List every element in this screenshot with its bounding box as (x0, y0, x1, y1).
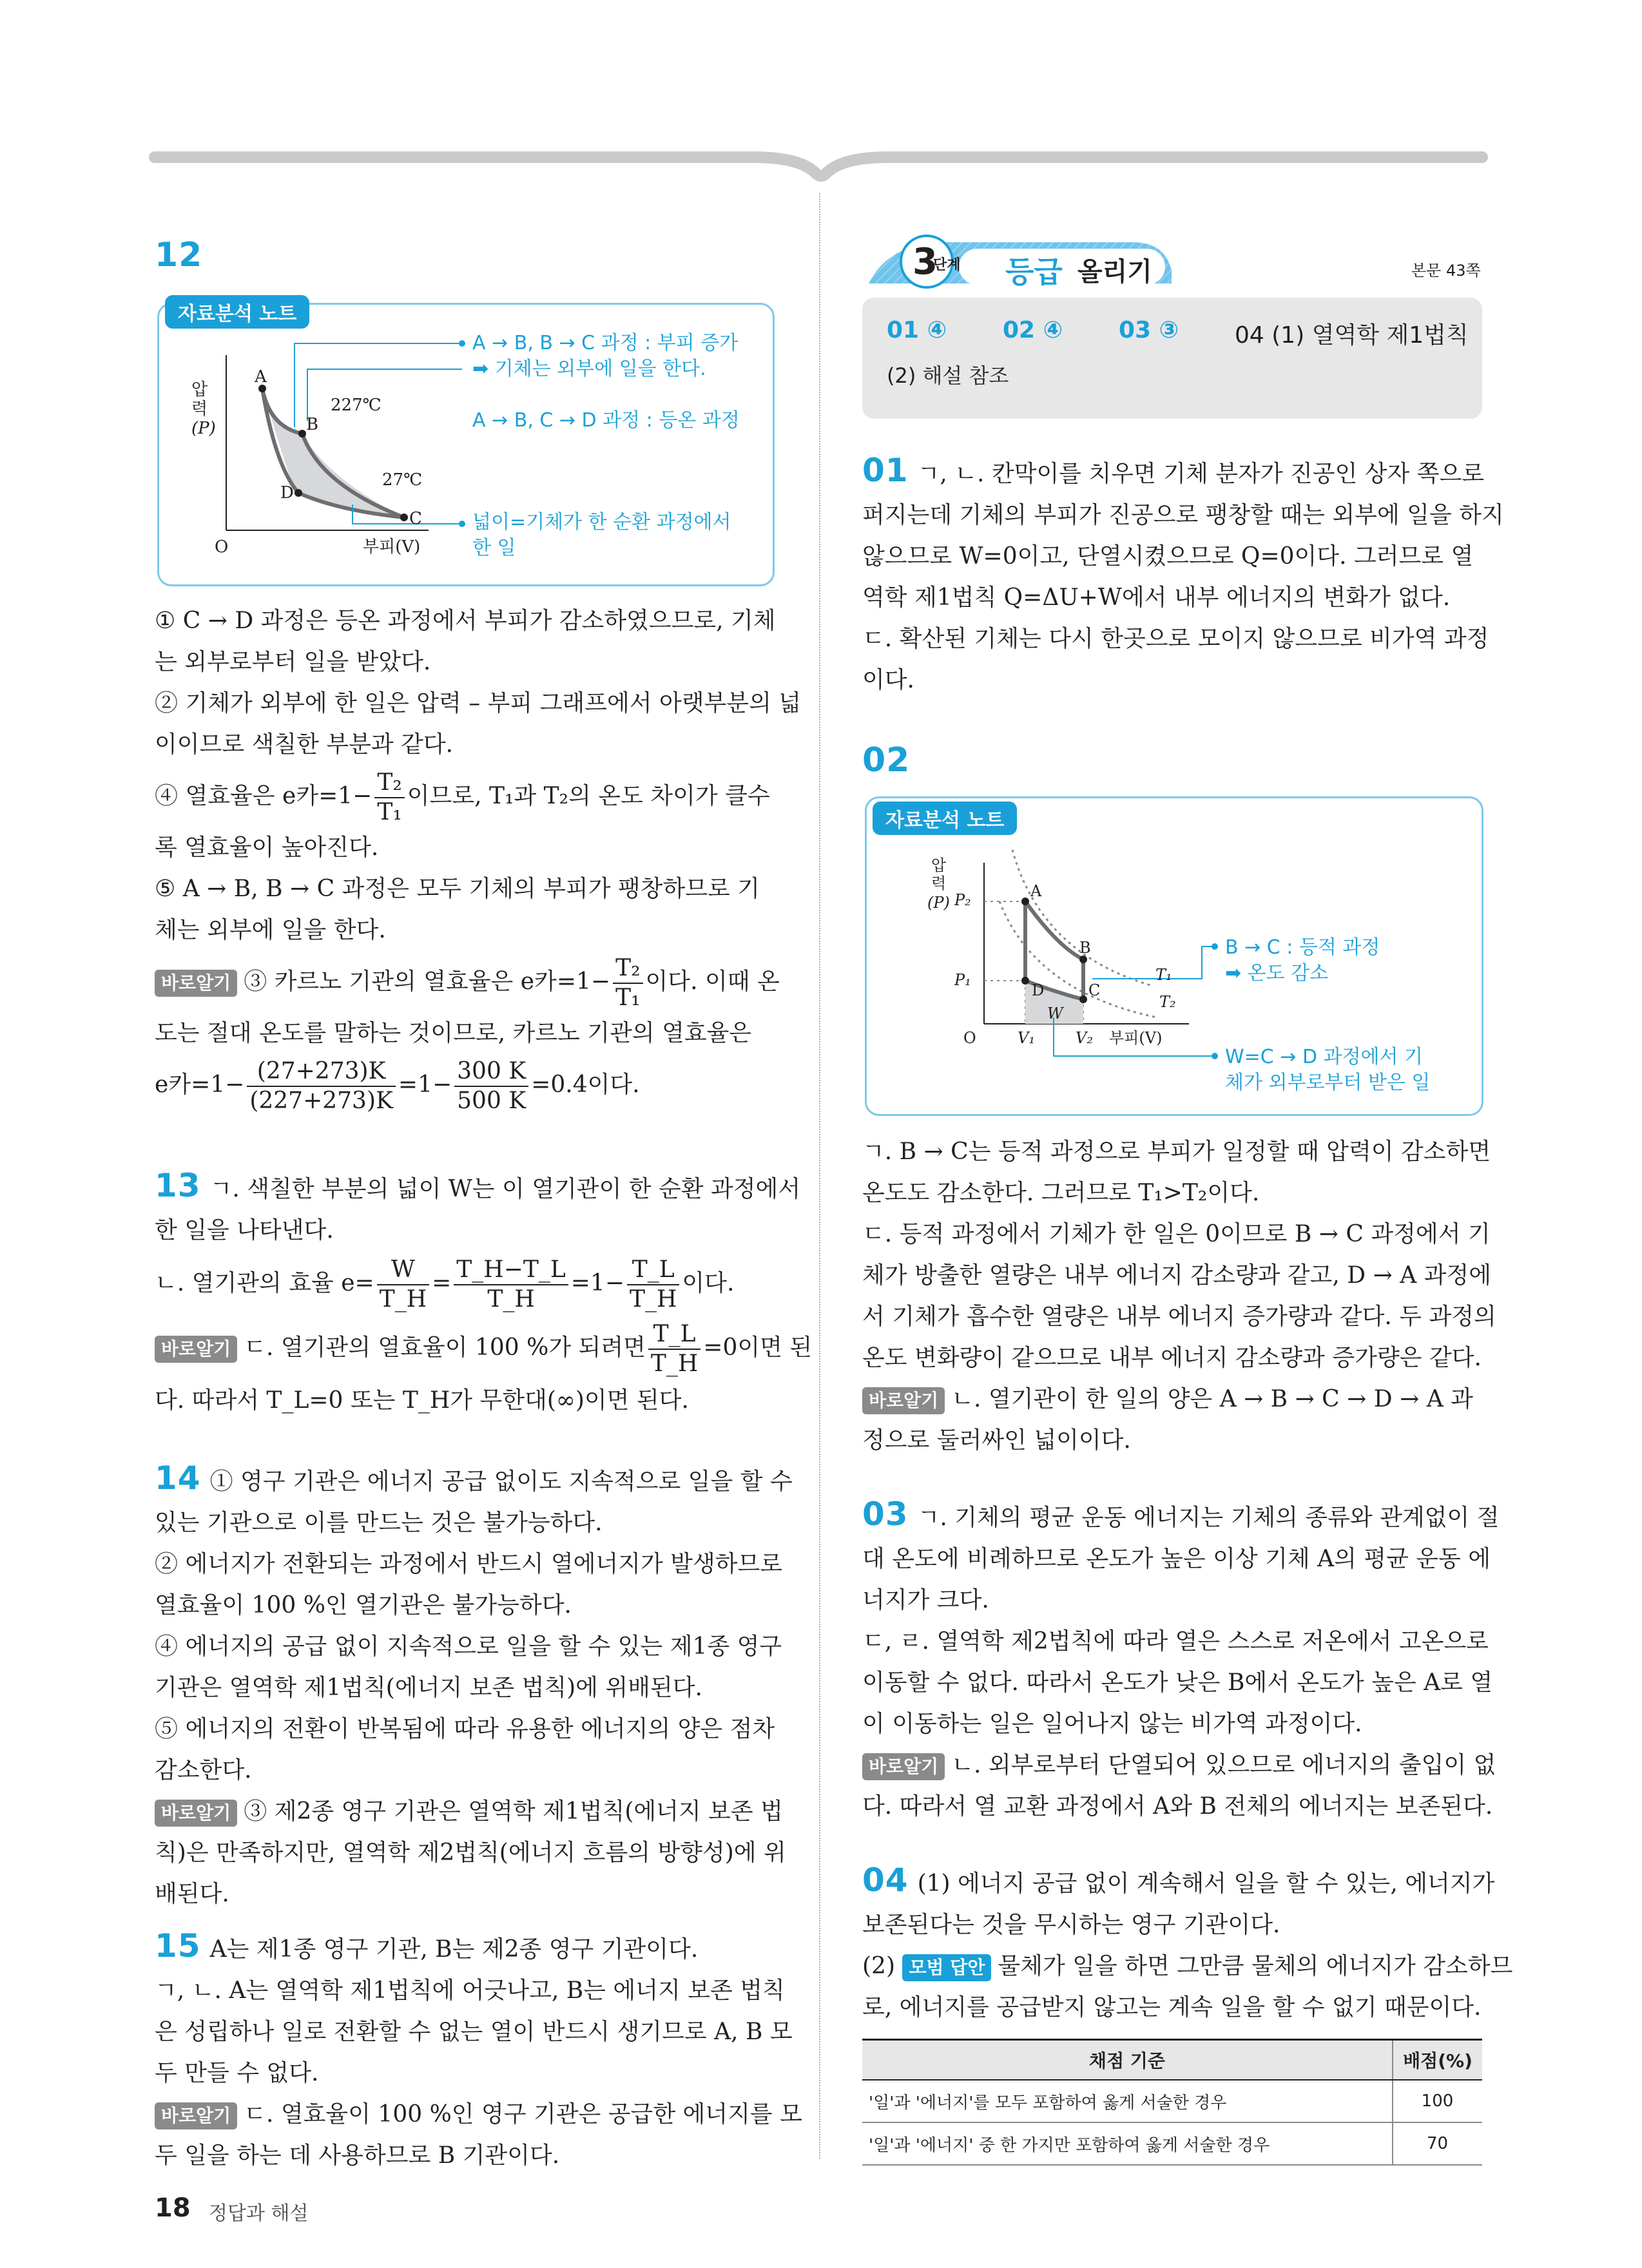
carnot-calc-line: e카=1− $\frac{(27+273)K}{(227+273)K}$ =1− $\frac{300 K}{500 K}$ =0.4이다. (155, 1058, 640, 1114)
text-line: ⑤ 에너지의 전환이 반복됨에 따라 유용한 에너지의 양은 점차 (155, 1716, 775, 1742)
svg-text:(P): (P) (191, 419, 216, 438)
table-cell: 70 (1393, 2122, 1482, 2165)
q03-correction-line: 바로알기 ㄴ. 외부로부터 단열되어 있으므로 에너지의 출입이 없 (862, 1745, 1482, 1786)
text-line: ㄷ. 등적 과정에서 기체가 한 일은 0이므로 B → C 과정에서 기 (862, 1221, 1491, 1247)
svg-text:D: D (1032, 981, 1045, 999)
svg-text:227℃: 227℃ (331, 396, 382, 415)
correction-badge: 바로알기 (155, 970, 237, 997)
answer-12-body (155, 601, 802, 1116)
answer-02-body (862, 1131, 1496, 1461)
annotation-temp-down: ➡ 온도 감소 (1225, 962, 1329, 985)
correction-badge: 바로알기 (155, 1800, 237, 1827)
answer-13-body (155, 1165, 813, 1421)
svg-text:T₁: T₁ (1155, 966, 1172, 984)
table-header-score: 배점(%) (1393, 2040, 1482, 2081)
column-divider (819, 193, 820, 2158)
efficiency-100-line: 바로알기 ㄷ. 열기관의 열효율이 100 %가 되려면 $\frac{T\_L}{T\_H}$ =0이면 된 (155, 1316, 773, 1380)
text-line: 대 온도에 비례하므로 온도가 높은 이상 기체 A의 평균 운동 에 (862, 1546, 1491, 1572)
grading-table (862, 2039, 1482, 2166)
text-line: ④ 에너지의 공급 없이 지속적으로 일을 할 수 있는 제1종 영구 (155, 1633, 782, 1660)
text-line: 는 외부로부터 일을 받았다. (155, 649, 431, 675)
model-answer-badge: 모범 답안 (902, 1954, 991, 1981)
correction-badge: 바로알기 (862, 1387, 945, 1414)
answer-02: 02 ④ (1003, 317, 1063, 343)
svg-text:A: A (1030, 882, 1042, 900)
annotation-isochoric: B → C : 등적 과정 (1225, 936, 1380, 959)
annotation-ab-bc: A → B, B → C 과정 : 부피 증가 (472, 332, 739, 354)
svg-text:C: C (409, 509, 422, 528)
svg-text:P₂: P₂ (954, 891, 971, 909)
text-line: 로, 에너지를 공급받지 않고는 계속 일을 할 수 없기 때문이다. (862, 1994, 1482, 2021)
engine-efficiency-line: ㄴ. 열기관의 효율 e= $\frac{W}{T\_H}$ = $\frac{T\_H-T\_L}{T\_H}$ =1− $\frac{T\_L}{T\_H}$ 이다. (155, 1256, 735, 1312)
correction-badge: 바로알기 (862, 1753, 945, 1780)
text-line: ㄱ, ㄴ. A는 열역학 제1법칙에 어긋나고, B는 에너지 보존 법칙 (155, 1977, 785, 2004)
text-line: 배된다. (155, 1881, 229, 1907)
text-line: 보존된다는 것을 무시하는 영구 기관이다. (862, 1912, 1280, 1938)
answer-15-body (155, 1925, 802, 2177)
text-line: 있는 기관으로 이를 만드는 것은 불가능하다. (155, 1510, 603, 1536)
text-line: 두 일을 하는 데 사용하므로 B 기관이다. (155, 2142, 560, 2169)
text-line: 록 열효율이 높아진다. (155, 834, 379, 861)
svg-text:A: A (255, 367, 267, 387)
svg-text:O: O (963, 1029, 976, 1047)
svg-text:압: 압 (191, 380, 208, 399)
text-line: ① C → D 과정은 등온 과정에서 부피가 감소하였으므로, 기체 (155, 608, 776, 634)
data-analysis-note-02 (865, 796, 1483, 1116)
annotation-w-2: 체가 외부로부터 받은 일 (1225, 1072, 1431, 1094)
text-line: 온도도 감소한다. 그러므로 T₁>T₂이다. (862, 1180, 1260, 1206)
svg-text:V₁: V₁ (1018, 1029, 1035, 1047)
question-02-number: 02 (862, 741, 911, 780)
correction-badge: 바로알기 (155, 2102, 237, 2129)
text-line: ㄷ, ㄹ. 열역학 제2법칙에 따라 열은 스스로 저온에서 고온으로 (862, 1628, 1489, 1655)
svg-text:C: C (1088, 981, 1101, 999)
note-tag-12: 자료분석 노트 (165, 295, 309, 329)
top-decorative-bar (0, 0, 1642, 193)
footer-label: 정답과 해설 (209, 2202, 309, 2225)
svg-text:B: B (1079, 939, 1091, 957)
annotation-w: W=C → D 과정에서 기 (1225, 1046, 1424, 1068)
text-line: ㄷ. 확산된 기체는 다시 한곳으로 모이지 않으므로 비가역 과정 (862, 626, 1489, 652)
svg-text:V₂: V₂ (1076, 1029, 1093, 1047)
text-line: 칙)은 만족하지만, 열역학 제2법칙(에너지 흐름의 방향성)에 위 (155, 1840, 786, 1866)
table-header-row (862, 2040, 1482, 2081)
header-title-bold: 등급 (1005, 255, 1063, 289)
page-reference: 본문 43쪽 (1411, 262, 1481, 280)
svg-text:력: 력 (191, 399, 208, 419)
answer-summary-box (862, 298, 1482, 419)
text-line: 않으므로 W=0이고, 단열시켰으므로 Q=0이다. 그러므로 열 (862, 543, 1474, 570)
text-line: 감소한다. (155, 1757, 252, 1783)
svg-text:27℃: 27℃ (382, 470, 423, 490)
answer-04: 04 (1) 열역학 제1법칙 (1235, 322, 1469, 349)
text-line: ② 기체가 외부에 한 일은 압력 – 부피 그래프에서 아랫부분의 넓 (155, 690, 802, 716)
table-cell: '일'과 '에너지' 중 한 가지만 포함하여 옳게 서술한 경우 (862, 2122, 1393, 2165)
text-line: 이 이동하는 일은 일어나지 않는 비가역 과정이다. (862, 1711, 1362, 1737)
table-row (862, 2080, 1482, 2122)
text-line: 퍼지는데 기체의 부피가 진공으로 팽창할 때는 외부에 일을 하지 (862, 502, 1504, 528)
q13-line-1: 13 ㄱ. 색칠한 부분의 넓이 W는 이 열기관이 한 순환 과정에서 (155, 1167, 801, 1204)
page-number: 18 (155, 2193, 191, 2223)
text-line: 기관은 열역학 제1법칙(에너지 보존 법칙)에 위배된다. (155, 1675, 702, 1701)
svg-text:T₂: T₂ (1159, 993, 1176, 1011)
svg-text:력: 력 (931, 874, 947, 892)
text-line: 다. 따라서 열 교환 과정에서 A와 B 전체의 에너지는 보존된다. (862, 1793, 1493, 1820)
data-analysis-note-12 (157, 303, 775, 586)
text-line: 서 기체가 흡수한 열량은 내부 에너지 증가량과 같다. 두 과정의 (862, 1303, 1496, 1330)
text-line: 이동할 수 없다. 따라서 온도가 낮은 B에서 온도가 높은 A로 열 (862, 1669, 1493, 1696)
step-header (862, 232, 1481, 296)
answer-03: 03 ③ (1119, 317, 1179, 343)
svg-text:(P): (P) (927, 894, 950, 912)
q15-correction-line: 바로알기 ㄷ. 열효율이 100 %인 영구 기관은 공급한 에너지를 모 (155, 2094, 773, 2135)
text-line: ⑤ A → B, B → C 과정은 모두 기체의 부피가 팽창하므로 기 (155, 876, 760, 902)
text-line: 너지가 크다. (862, 1587, 989, 1613)
correction-badge: 바로알기 (155, 1336, 237, 1363)
q04-line-1: 04 (1) 에너지 공급 없이 계속해서 일을 할 수 있는, 에너지가 (862, 1861, 1495, 1899)
annotation-area: 넓이=기체가 한 순환 과정에서 (472, 511, 731, 533)
annotation-isothermal: A → B, C → D 과정 : 등온 과정 (472, 409, 740, 432)
q02-correction-line: 바로알기 ㄴ. 열기관이 한 일의 양은 A → B → C → D → A 과 (862, 1379, 1482, 1420)
text-line: ㄱ. B → C는 등적 과정으로 부피가 일정할 때 압력이 감소하면 (862, 1139, 1491, 1165)
text-line: 두 만들 수 없다. (155, 2060, 319, 2086)
text-line: 이다. (862, 667, 914, 693)
answer-04-2: (2) 해설 참조 (887, 363, 1009, 388)
text-line: 은 성립하나 일로 전환할 수 없는 열이 반드시 생기므로 A, B 모 (155, 2019, 793, 2045)
text-line: 역학 제1법칙 Q=ΔU+W에서 내부 에너지의 변화가 없다. (862, 584, 1451, 611)
carnot-line: 바로알기 ③ 카르노 기관의 열효율은 e카=1− $\frac{\text{T₂}}{\text{T₁}}$ 이다. 이때 온 (155, 951, 773, 1013)
text-line: 열효율이 100 %인 열기관은 불가능하다. (155, 1592, 572, 1619)
efficiency-formula-line: ④ 열효율은 e카=1− $\frac{\text{T₂}}{\text{T₁}}$ 이므로, T₁과 T₂의 온도 차이가 클수 (155, 769, 770, 825)
svg-text:부피(V): 부피(V) (1109, 1029, 1163, 1047)
text-line: 온도 변화량이 같으므로 내부 에너지 감소량과 증가량은 같다. (862, 1345, 1482, 1371)
text-line: 도는 절대 온도를 말하는 것이므로, 카르노 기관의 열효율은 (155, 1020, 752, 1046)
table-cell: '일'과 '에너지'를 모두 포함하여 옳게 서술한 경우 (862, 2080, 1393, 2122)
q04-model-answer-line: (2) 모범 답안 물체가 일을 하면 그만큼 물체의 에너지가 감소하므 (862, 1946, 1482, 1987)
svg-text:압: 압 (931, 856, 947, 874)
q15-line-1: 15 A는 제1종 영구 기관, B는 제2종 영구 기관이다. (155, 1927, 699, 1965)
q01-line-1: 01 ㄱ, ㄴ. 칸막이를 치우면 기체 분자가 진공인 상자 쪽으로 (862, 452, 1485, 489)
text-line: 체는 외부에 일을 한다. (155, 917, 386, 943)
text-line: 이이므로 색칠한 부분과 같다. (155, 731, 454, 758)
answer-01-body (862, 450, 1504, 701)
text-line: 정으로 둘러싸인 넓이이다. (862, 1427, 1131, 1454)
q14-line-1: 14 ① 영구 기관은 에너지 공급 없이도 지속적으로 일을 할 수 (155, 1459, 793, 1497)
text-line: 다. 따라서 T_L=0 또는 T_H가 무한대(∞)이면 된다. (155, 1387, 689, 1414)
header-title-rest: 올리기 (1077, 257, 1152, 287)
note-tag-02: 자료분석 노트 (873, 802, 1017, 835)
text-line: 한 일을 나타낸다. (155, 1217, 334, 1244)
answer-03-body (862, 1494, 1500, 1827)
table-cell: 100 (1393, 2080, 1482, 2122)
svg-text:W: W (1047, 1004, 1063, 1023)
table-row (862, 2122, 1482, 2165)
step-number: 3 (913, 241, 938, 283)
annotation-area-2: 한 일 (472, 537, 516, 559)
answer-01: 01 ④ (887, 317, 947, 343)
annotation-work-out: ➡ 기체는 외부에 일을 한다. (472, 358, 706, 380)
table-header-criteria: 채점 기준 (862, 2040, 1393, 2081)
svg-text:B: B (306, 415, 319, 434)
q14-correction-line: 바로알기 ③ 제2종 영구 기관은 열역학 제1법칙(에너지 보존 법 (155, 1791, 773, 1832)
answer-04-body (862, 1860, 1513, 2028)
question-12-number: 12 (155, 236, 203, 274)
step-word: 단계 (933, 257, 961, 273)
svg-text:P₁: P₁ (954, 971, 971, 989)
svg-text:부피(V): 부피(V) (363, 537, 421, 557)
answer-14-body (155, 1457, 793, 1915)
svg-text:O: O (215, 537, 229, 557)
text-line: 체가 방출한 열량은 내부 에너지 감소량과 같고, D → A 과정에 (862, 1262, 1491, 1289)
svg-text:D: D (280, 483, 294, 503)
q03-line-1: 03 ㄱ. 기체의 평균 운동 에너지는 기체의 종류와 관계없이 절 (862, 1495, 1500, 1533)
text-line: ② 에너지가 전환되는 과정에서 반드시 열에너지가 발생하므로 (155, 1551, 783, 1577)
